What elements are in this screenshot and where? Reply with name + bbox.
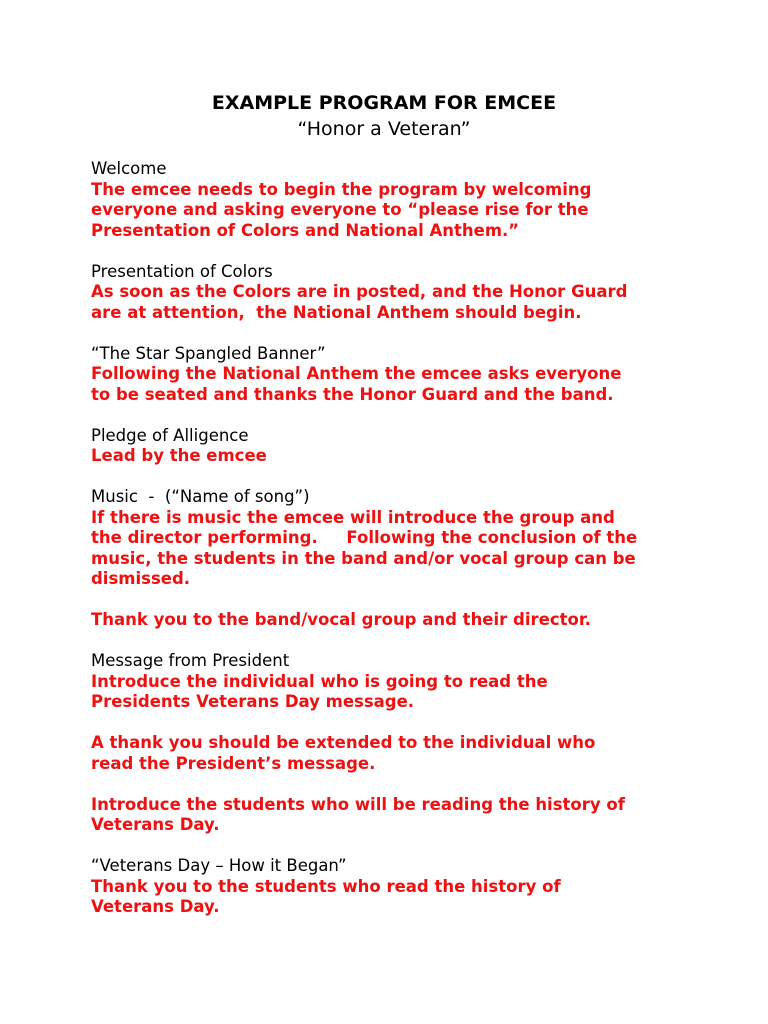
section-instructions <box>91 508 711 590</box>
instruction-line: Veterans Day. <box>91 897 220 916</box>
section-music <box>91 487 711 631</box>
section-instructions <box>91 446 711 467</box>
section-heading: “Veterans Day – How it Began” <box>91 856 347 875</box>
instruction-line: Lead by the emcee <box>91 446 267 465</box>
instruction-line: Presidents Veterans Day message. <box>91 692 415 711</box>
section-heading: “The Star Spangled Banner” <box>91 343 326 363</box>
instruction-line: music, the students in the band and/or vocal group can be <box>91 548 636 568</box>
instruction-line: Presentation of Colors and National Anthem.” <box>91 220 520 240</box>
instruction-line: are at attention, the National Anthem should begin. <box>91 302 582 322</box>
instruction-line: Veterans Day. <box>91 815 220 834</box>
instruction-line: Introduce the individual who is going to read the <box>91 671 548 691</box>
instruction-line: Thank you to the students who read the history of <box>91 876 561 896</box>
instruction-line: read the President’s message. <box>91 753 376 773</box>
page-subtitle: “Honor a Veteran” <box>297 118 471 140</box>
section-instructions-extra <box>91 733 711 774</box>
section-instructions <box>91 180 711 242</box>
instruction-line: If there is music the emcee will introduce the group and <box>91 507 615 527</box>
section-heading: Message from President <box>91 651 290 670</box>
instruction-line: Following the National Anthem the emcee asks everyone <box>91 364 622 383</box>
instruction-line: As soon as the Colors are in posted, and the Honor Guard <box>91 282 628 301</box>
section-instructions <box>91 282 711 323</box>
section-instructions-extra <box>91 610 711 631</box>
instruction-line: dismissed. <box>91 569 191 588</box>
section-veterans-day-history <box>91 856 711 918</box>
section-message-from-president <box>91 651 711 836</box>
instruction-line: everyone and asking everyone to “please rise for the <box>91 200 589 219</box>
instruction-line: Thank you to the band/vocal group and their director. <box>91 610 591 629</box>
section-heading: Presentation of Colors <box>91 261 273 281</box>
section-instructions <box>91 364 711 405</box>
section-instructions <box>91 877 711 918</box>
page-title: EXAMPLE PROGRAM FOR EMCEE <box>211 92 557 114</box>
instruction-line: A thank you should be extended to the individual who <box>91 733 596 752</box>
instruction-line: to be seated and thanks the Honor Guard and the band. <box>91 384 614 404</box>
program-body <box>91 159 711 938</box>
instruction-line: the director performing. Following the conclusion of the <box>91 528 638 547</box>
instruction-line: The emcee needs to begin the program by welcoming <box>91 179 592 199</box>
instruction-line: Introduce the students who will be reading the history of <box>91 794 625 814</box>
section-heading: Pledge of Alligence <box>91 425 249 445</box>
section-presentation-of-colors <box>91 262 711 324</box>
section-welcome <box>91 159 711 241</box>
section-heading: Music - (“Name of song”) <box>91 487 310 506</box>
section-heading: Welcome <box>91 159 167 178</box>
section-instructions <box>91 672 711 713</box>
section-instructions-extra <box>91 795 711 836</box>
section-pledge <box>91 426 711 467</box>
section-star-spangled-banner <box>91 344 711 406</box>
